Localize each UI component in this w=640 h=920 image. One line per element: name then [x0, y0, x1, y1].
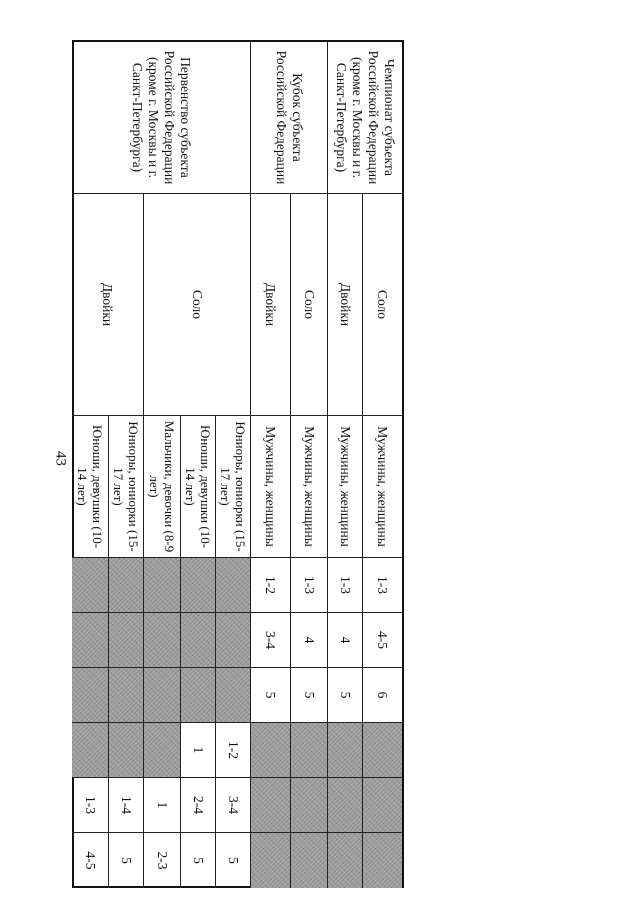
- shaded-cell: [250, 778, 290, 833]
- shaded-cell: [108, 723, 143, 778]
- shaded-cell: [180, 558, 215, 613]
- shaded-cell: [290, 833, 327, 888]
- discipline-cell: Двойки: [250, 194, 290, 416]
- shaded-cell: [143, 668, 180, 723]
- shaded-cell: [143, 558, 180, 613]
- shaded-cell: [215, 668, 250, 723]
- result-cell: 6: [362, 668, 402, 723]
- result-cell: 5: [250, 668, 290, 723]
- result-cell: 4-5: [362, 613, 402, 668]
- group-cell: Мальчики, девочки (8-9 лет): [143, 416, 180, 558]
- result-cell: 4: [327, 613, 362, 668]
- group-cell: Мужчины, женщины: [327, 416, 362, 558]
- result-cell: 5: [108, 833, 143, 888]
- result-cell: 2-3: [143, 833, 180, 888]
- shaded-cell: [72, 723, 108, 778]
- shaded-cell: [108, 668, 143, 723]
- shaded-cell: [108, 613, 143, 668]
- shaded-cell: [362, 723, 402, 778]
- event-cell: Первенство субъекта Российской Федерации (кроме г. Москвы и г. Санкт-Петербурга): [72, 42, 250, 194]
- shaded-cell: [250, 723, 290, 778]
- event-cell: Чемпионат субъекта Российской Федерации (кроме г. Москвы и г. Санкт-Петербурга): [327, 42, 402, 194]
- result-cell: 5: [327, 668, 362, 723]
- shaded-cell: [327, 723, 362, 778]
- table-frame: [72, 40, 404, 888]
- discipline-cell: Соло: [290, 194, 327, 416]
- shaded-cell: [362, 778, 402, 833]
- discipline-cell: Соло: [143, 194, 250, 416]
- group-cell: Юноши, девушки (10-14 лет): [180, 416, 215, 558]
- result-cell: 5: [290, 668, 327, 723]
- shaded-cell: [250, 833, 290, 888]
- result-cell: 2-4: [180, 778, 215, 833]
- shaded-cell: [327, 833, 362, 888]
- group-cell: Мужчины, женщины: [362, 416, 402, 558]
- shaded-cell: [327, 778, 362, 833]
- result-cell: 1-4: [108, 778, 143, 833]
- result-cell: 1-3: [327, 558, 362, 613]
- group-cell: Мужчины, женщины: [290, 416, 327, 558]
- shaded-cell: [215, 613, 250, 668]
- result-cell: 3-4: [215, 778, 250, 833]
- discipline-cell: Двойки: [72, 194, 143, 416]
- group-cell: Юниоры, юниорки (15-17 лет): [215, 416, 250, 558]
- ranking-table: [72, 40, 404, 888]
- result-cell: 1-3: [72, 778, 108, 833]
- shaded-cell: [143, 723, 180, 778]
- result-cell: 1-2: [215, 723, 250, 778]
- discipline-cell: Двойки: [327, 194, 362, 416]
- shaded-cell: [108, 558, 143, 613]
- shaded-cell: [215, 558, 250, 613]
- result-cell: 4: [290, 613, 327, 668]
- shaded-cell: [290, 778, 327, 833]
- page-number: 43: [52, 451, 69, 466]
- result-cell: 5: [180, 833, 215, 888]
- shaded-cell: [72, 668, 108, 723]
- group-cell: Мужчины, женщины: [250, 416, 290, 558]
- result-cell: 1-3: [290, 558, 327, 613]
- result-cell: 1: [143, 778, 180, 833]
- group-cell: Юноши, девушки (10-14 лет): [72, 416, 108, 558]
- shaded-cell: [72, 613, 108, 668]
- rotated-page: [72, 40, 404, 888]
- shaded-cell: [290, 723, 327, 778]
- shaded-cell: [180, 668, 215, 723]
- group-cell: Юниоры, юниорки (15-17 лет): [108, 416, 143, 558]
- result-cell: 1-2: [250, 558, 290, 613]
- shaded-cell: [72, 558, 108, 613]
- discipline-cell: Соло: [362, 194, 402, 416]
- result-cell: 1: [180, 723, 215, 778]
- shaded-cell: [180, 613, 215, 668]
- result-cell: 4-5: [82, 851, 98, 870]
- result-cell: 1-3: [362, 558, 402, 613]
- shaded-cell: [362, 833, 402, 888]
- result-cell: 3-4: [250, 613, 290, 668]
- event-cell: Кубок субъекта Российской Федерации: [250, 42, 327, 194]
- shaded-cell: [143, 613, 180, 668]
- result-cell: 5: [215, 833, 250, 888]
